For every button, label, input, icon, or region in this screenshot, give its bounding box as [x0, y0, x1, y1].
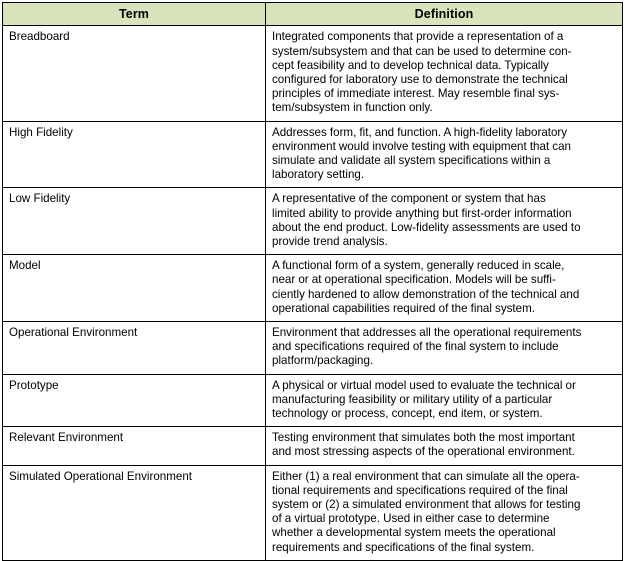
definition-line: near or at operational specification. Models will be suffi-	[272, 273, 556, 287]
definition-line: limited ability to provide anything but first-order information	[272, 206, 572, 220]
cell-definition	[266, 121, 623, 188]
definition-line: tem/subsystem in function only.	[272, 101, 433, 115]
cell-term: Low Fidelity	[3, 188, 266, 255]
definition-line: A physical or virtual model used to evaluate the technical or	[272, 378, 576, 392]
cell-definition	[266, 26, 623, 121]
cell-term: Prototype	[3, 374, 266, 427]
definition-line: A representative of the component or system that has	[272, 192, 546, 206]
table-row	[3, 427, 623, 465]
cell-definition	[266, 255, 623, 322]
column-header-definition: Definition	[266, 3, 623, 26]
definition-line: operational capabilities required of the final system.	[272, 301, 535, 315]
table-row	[3, 465, 623, 560]
definition-line: manufacturing feasibility or military utility of a particular	[272, 392, 553, 406]
definition-line: provide trend analysis.	[272, 235, 388, 249]
cell-term: Simulated Operational Environment	[3, 465, 266, 560]
definition-line: whether a developmental system meets the operational	[272, 526, 556, 540]
definition-line: environment would involve testing with equipment that can	[272, 139, 571, 153]
table-row	[3, 121, 623, 188]
definition-line: of a virtual prototype. Used in either case to determine	[272, 512, 550, 526]
definition-line: system/subsystem and that can be used to determine con-	[272, 44, 572, 58]
definition-line: technology or process, concept, end item, or system.	[272, 407, 543, 421]
table-row	[3, 255, 623, 322]
cell-definition	[266, 427, 623, 465]
definition-line: platform/packaging.	[272, 354, 374, 368]
glossary-table-container	[2, 2, 622, 561]
definition-line: and most stressing aspects of the operational environment.	[272, 445, 575, 459]
definition-line: about the end product. Low-fidelity assessments are used to	[272, 220, 581, 234]
cell-term: Model	[3, 255, 266, 322]
cell-definition	[266, 374, 623, 427]
table-row	[3, 26, 623, 121]
column-header-term: Term	[3, 3, 266, 26]
definition-line: cept feasibility and to develop technical data. Typically	[272, 58, 549, 72]
cell-definition	[266, 322, 623, 375]
cell-term: Breadboard	[3, 26, 266, 121]
table-row	[3, 374, 623, 427]
definition-line: Either (1) a real environment that can simulate all the opera-	[272, 469, 580, 483]
table-row	[3, 322, 623, 375]
definition-line: configured for laboratory use to demonstrate the technical	[272, 72, 568, 86]
definition-line: requirements and specifications of the final system.	[272, 540, 535, 554]
definition-line: Testing environment that simulates both the most important	[272, 431, 575, 445]
cell-term: High Fidelity	[3, 121, 266, 188]
definition-line: Environment that addresses all the operational requirements	[272, 326, 582, 340]
definition-line: A functional form of a system, generally reduced in scale,	[272, 259, 565, 273]
cell-term: Operational Environment	[3, 322, 266, 375]
glossary-table	[2, 2, 623, 561]
definition-line: laboratory setting.	[272, 168, 365, 182]
definition-line: ciently hardened to allow demonstration of the technical and	[272, 287, 580, 301]
cell-term: Relevant Environment	[3, 427, 266, 465]
definition-line: principles of immediate interest. May resemble final sys-	[272, 87, 560, 101]
definition-line: Integrated components that provide a representation of a	[272, 30, 564, 44]
table-header	[3, 3, 623, 26]
table-header-row	[3, 3, 623, 26]
cell-definition	[266, 465, 623, 560]
table-body	[3, 26, 623, 561]
definition-line: system or (2) a simulated environment that allows for testing	[272, 498, 581, 512]
definition-line: tional requirements and specifications required of the final	[272, 483, 568, 497]
definition-line: simulate and validate all system specifications within a	[272, 154, 551, 167]
cell-definition	[266, 188, 623, 255]
definition-line: Addresses form, fit, and function. A high-fidelity laboratory	[272, 125, 568, 139]
table-row	[3, 188, 623, 255]
definition-line: and specifications required of the final system to include	[272, 340, 559, 354]
